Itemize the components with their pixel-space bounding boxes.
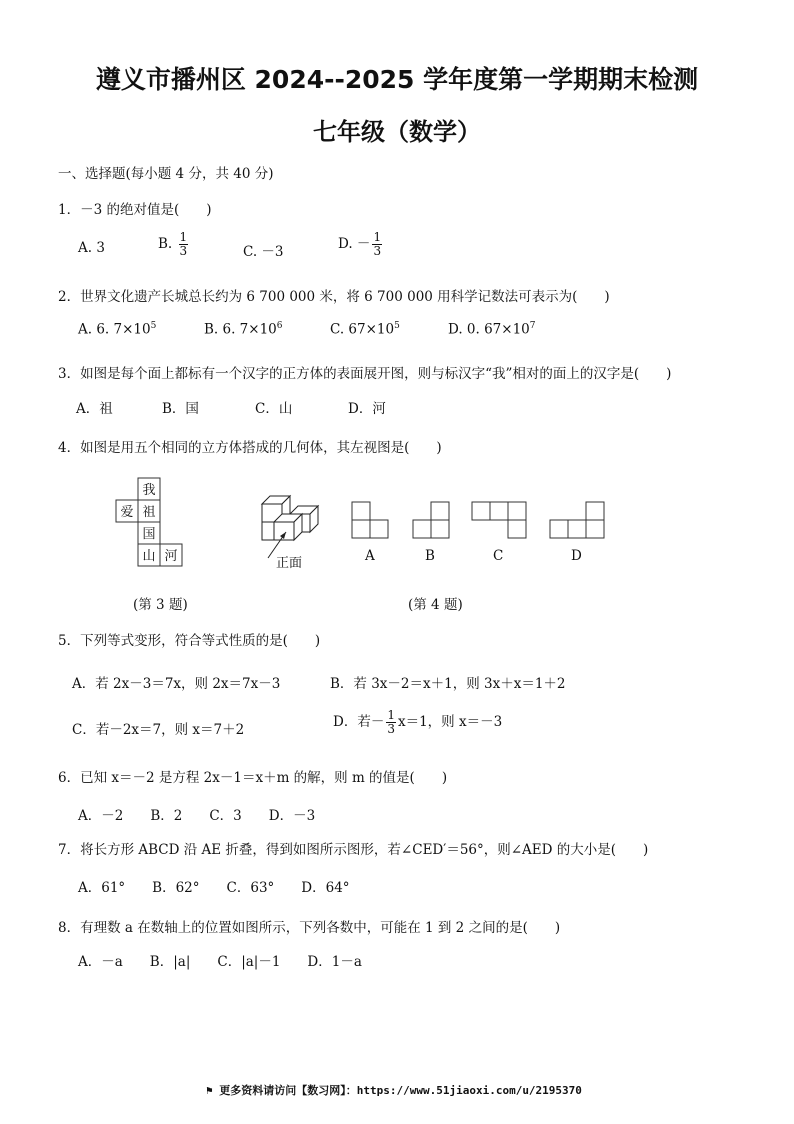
view-label-c: C — [493, 548, 504, 564]
q3-option-c: C．山 — [255, 401, 293, 417]
view-option-b — [411, 500, 451, 542]
net-cell-wo: 我 — [142, 483, 156, 498]
figure-3-caption: (第 3 题) — [133, 597, 188, 613]
q2-option-d: D. 0. $67\times 10^7$ — [448, 321, 536, 338]
q1-option-c: C. －3 — [243, 244, 284, 260]
q1-option-d: D. － $\frac{1}{3}$ — [338, 230, 382, 258]
view-option-d — [548, 500, 606, 542]
question-6: 6．已知 x＝－2 是方程 2x－1＝x＋m 的解，则 m 的值是( ) — [58, 770, 448, 786]
view-label-d: D — [571, 548, 582, 564]
figure-4-solid — [250, 488, 330, 574]
question-8: 8．有理数 a 在数轴上的位置如图所示，下列各数中，可能在 1 到 2 之间的是( ) — [58, 920, 561, 936]
view-option-c — [470, 500, 528, 542]
q3-option-b: B．国 — [162, 401, 199, 417]
view-label-a: A — [365, 548, 375, 564]
question-7: 7．将长方形 ABCD 沿 AE 折叠，得到如图所示图形，若∠CED′＝56°，则∠AED 的大小是( ) — [58, 842, 649, 858]
view-label-b: B — [425, 548, 435, 564]
q7-options: A．61° B．62° C．63° D．64° — [78, 880, 350, 896]
exam-title: 遵义市播州区 2024--2025 学年度第一学期期末检测 — [95, 65, 699, 94]
net-cell-he: 河 — [164, 549, 178, 564]
question-1: 1．－3 的绝对值是( ) — [58, 202, 212, 218]
q5-option-a: A．若 2x－3＝7x，则 2x＝7x－3 — [72, 676, 281, 692]
net-cell-ai: 爱 — [120, 505, 134, 520]
q3-option-d: D．河 — [348, 401, 386, 417]
q1-option-b: B. $\frac{1}{3}$ — [158, 230, 188, 258]
q5-option-c: C．若－2x＝7，则 x＝7＋2 — [72, 722, 245, 738]
q2-option-a: A. 6. $7\times 10^5$ — [78, 321, 157, 338]
net-cell-guo: 国 — [142, 527, 156, 542]
q1-option-a: A. 3 — [78, 240, 105, 256]
footer-link[interactable]: ⚑ 更多资料请访问【数习网】：https://www.51jiaoxi.com/u/2195370 — [206, 1084, 582, 1097]
flag-icon: ⚑ — [206, 1084, 213, 1097]
question-3: 3．如图是每个面上都标有一个汉字的正方体的表面展开图，则与标汉字“我”相对的面上的汉字是( ) — [58, 366, 672, 382]
question-4: 4．如图是用五个相同的立方体搭成的几何体，其左视图是( ) — [58, 440, 442, 456]
view-option-a — [350, 500, 390, 542]
section-heading: 一、选择题(每小题 4 分，共 40 分) — [58, 166, 274, 182]
net-cell-shan: 山 — [142, 549, 156, 564]
q2-option-b: B. 6. $7\times 10^6$ — [204, 321, 283, 338]
figure-4-caption: (第 4 题) — [408, 597, 463, 613]
q6-options: A．－2 B．2 C．3 D．－3 — [78, 808, 316, 824]
net-cell-zu: 祖 — [142, 505, 156, 520]
q5-option-b: B．若 3x－2＝x＋1，则 3x＋x＝1＋2 — [330, 676, 566, 692]
front-label: 正面 — [276, 556, 303, 571]
q8-options: A．－a B．|a| C．|a|－1 D．1－a — [78, 954, 362, 970]
q5-option-d: D．若－ $\frac{1}{3}$ x＝1，则 x＝－3 — [333, 708, 503, 736]
exam-subtitle: 七年级（数学） — [313, 118, 481, 146]
question-2: 2．世界文化遗产长城总长约为 6 700 000 米，将 6 700 000 用科学记数法可表示为( ) — [58, 289, 610, 305]
figure-3-cube-net — [110, 470, 200, 575]
q3-option-a: A．祖 — [76, 401, 113, 417]
question-5: 5．下列等式变形，符合等式性质的是( ) — [58, 633, 321, 649]
q2-option-c: C. $67\times 10^5$ — [330, 321, 400, 338]
